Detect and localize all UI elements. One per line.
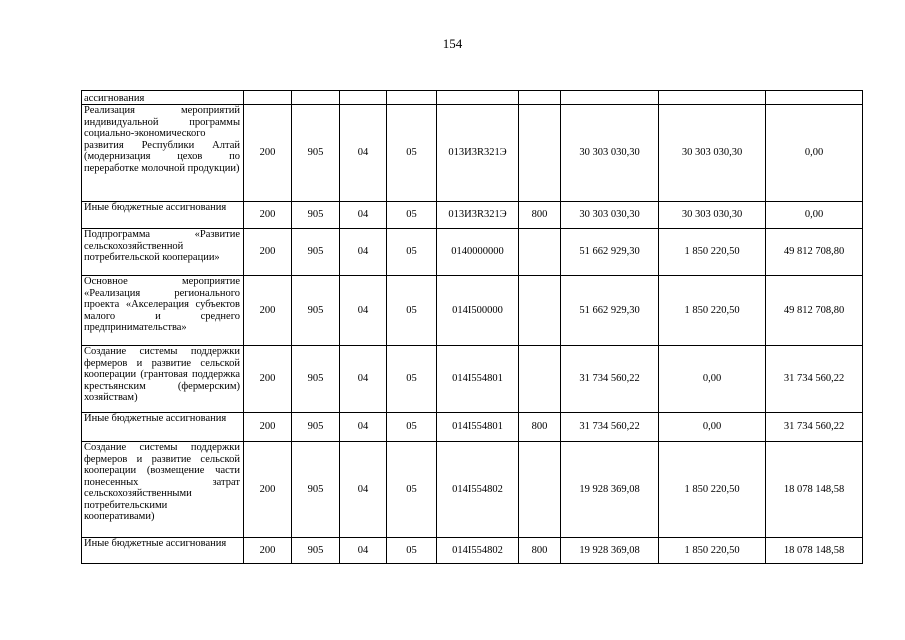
cell-subdivision: 05: [387, 413, 437, 442]
cell-expense-type: [519, 442, 561, 538]
cell-amount-3: 49 812 708,80: [766, 276, 863, 346]
cell-amount-2: 30 303 030,30: [659, 105, 766, 202]
cell-target-code: 014I554801: [437, 413, 519, 442]
cell-ministry-code: 905: [292, 346, 340, 413]
cell-expense-type: [519, 229, 561, 276]
cell-division: 04: [340, 105, 387, 202]
cell-expense-type: 800: [519, 202, 561, 229]
cell-amount-total: 19 928 369,08: [561, 442, 659, 538]
cell-amount-2: [659, 91, 766, 105]
cell-section: 200: [244, 413, 292, 442]
cell-division: 04: [340, 538, 387, 564]
cell-expense-type: [519, 91, 561, 105]
row-name: Иные бюджетные ассигнования: [82, 413, 244, 442]
cell-ministry-code: 905: [292, 413, 340, 442]
cell-target-code: [437, 91, 519, 105]
cell-subdivision: 05: [387, 442, 437, 538]
cell-amount-total: 19 928 369,08: [561, 538, 659, 564]
row-name: Иные бюджетные ассигнования: [82, 538, 244, 564]
cell-target-code: 013И3R321Э: [437, 105, 519, 202]
cell-amount-3: 31 734 560,22: [766, 346, 863, 413]
cell-amount-total: 51 662 929,30: [561, 276, 659, 346]
table-row: [82, 105, 863, 202]
table-row: [82, 413, 863, 442]
table-row: [82, 229, 863, 276]
cell-subdivision: 05: [387, 346, 437, 413]
cell-section: 200: [244, 276, 292, 346]
cell-target-code: 014I554802: [437, 442, 519, 538]
cell-section: 200: [244, 346, 292, 413]
cell-amount-3: 31 734 560,22: [766, 413, 863, 442]
cell-amount-total: 31 734 560,22: [561, 346, 659, 413]
cell-section: 200: [244, 105, 292, 202]
cell-amount-3: [766, 91, 863, 105]
cell-amount-3: 0,00: [766, 202, 863, 229]
cell-section: 200: [244, 229, 292, 276]
cell-division: 04: [340, 229, 387, 276]
cell-amount-3: 18 078 148,58: [766, 442, 863, 538]
row-name: Создание системы поддержки фермеров и развитие сельской кооперации (возмещение части понесенных затрат сельскохозяйственными потребительскими кооперативами): [82, 442, 244, 538]
cell-expense-type: [519, 346, 561, 413]
table-row: [82, 346, 863, 413]
cell-amount-2: 1 850 220,50: [659, 229, 766, 276]
cell-section: [244, 91, 292, 105]
cell-ministry-code: [292, 91, 340, 105]
cell-subdivision: [387, 91, 437, 105]
cell-ministry-code: 905: [292, 202, 340, 229]
cell-subdivision: 05: [387, 202, 437, 229]
table-row: [82, 276, 863, 346]
cell-target-code: 013И3R321Э: [437, 202, 519, 229]
page-number: 154: [442, 36, 463, 51]
cell-amount-total: [561, 91, 659, 105]
table-row: [82, 442, 863, 538]
cell-amount-3: 0,00: [766, 105, 863, 202]
cell-amount-2: 1 850 220,50: [659, 442, 766, 538]
row-name: ассигнования: [82, 91, 244, 105]
cell-expense-type: [519, 105, 561, 202]
cell-amount-3: 18 078 148,58: [766, 538, 863, 564]
cell-subdivision: 05: [387, 538, 437, 564]
row-name: Создание системы поддержки фермеров и развитие сельской кооперации (грантовая поддержка крестьянским (фермерским) хозяйствам): [82, 346, 244, 413]
cell-target-code: 0140000000: [437, 229, 519, 276]
row-name: Реализация мероприятий индивидуальной программы социально-экономического развития Республики Алтай (модернизация цехов по переработке молочной продукции): [82, 105, 244, 202]
cell-division: 04: [340, 413, 387, 442]
table-row: [82, 538, 863, 564]
cell-division: 04: [340, 202, 387, 229]
cell-section: 200: [244, 202, 292, 229]
cell-amount-total: 30 303 030,30: [561, 105, 659, 202]
cell-expense-type: 800: [519, 538, 561, 564]
cell-amount-2: 0,00: [659, 413, 766, 442]
cell-ministry-code: 905: [292, 538, 340, 564]
cell-amount-2: 1 850 220,50: [659, 538, 766, 564]
cell-amount-total: 31 734 560,22: [561, 413, 659, 442]
table-row: [82, 202, 863, 229]
cell-ministry-code: 905: [292, 229, 340, 276]
cell-subdivision: 05: [387, 276, 437, 346]
cell-ministry-code: 905: [292, 105, 340, 202]
cell-amount-3: 49 812 708,80: [766, 229, 863, 276]
row-name: Иные бюджетные ассигнования: [82, 202, 244, 229]
cell-ministry-code: 905: [292, 442, 340, 538]
cell-division: 04: [340, 276, 387, 346]
cell-expense-type: 800: [519, 413, 561, 442]
row-name: Основное мероприятие «Реализация регионального проекта «Акселерация субъектов малого и среднего предпринимательства»: [82, 276, 244, 346]
cell-amount-total: 30 303 030,30: [561, 202, 659, 229]
cell-target-code: 014I554802: [437, 538, 519, 564]
cell-amount-2: 30 303 030,30: [659, 202, 766, 229]
cell-target-code: 014I500000: [437, 276, 519, 346]
cell-ministry-code: 905: [292, 276, 340, 346]
cell-section: 200: [244, 538, 292, 564]
cell-expense-type: [519, 276, 561, 346]
cell-division: 04: [340, 346, 387, 413]
row-name: Подпрограмма «Развитие сельскохозяйственной потребительской кооперации»: [82, 229, 244, 276]
cell-target-code: 014I554801: [437, 346, 519, 413]
cell-amount-2: 0,00: [659, 346, 766, 413]
table-row: [82, 91, 863, 105]
cell-amount-2: 1 850 220,50: [659, 276, 766, 346]
cell-subdivision: 05: [387, 229, 437, 276]
cell-section: 200: [244, 442, 292, 538]
budget-table: [81, 90, 863, 564]
cell-division: [340, 91, 387, 105]
cell-subdivision: 05: [387, 105, 437, 202]
cell-division: 04: [340, 442, 387, 538]
cell-amount-total: 51 662 929,30: [561, 229, 659, 276]
